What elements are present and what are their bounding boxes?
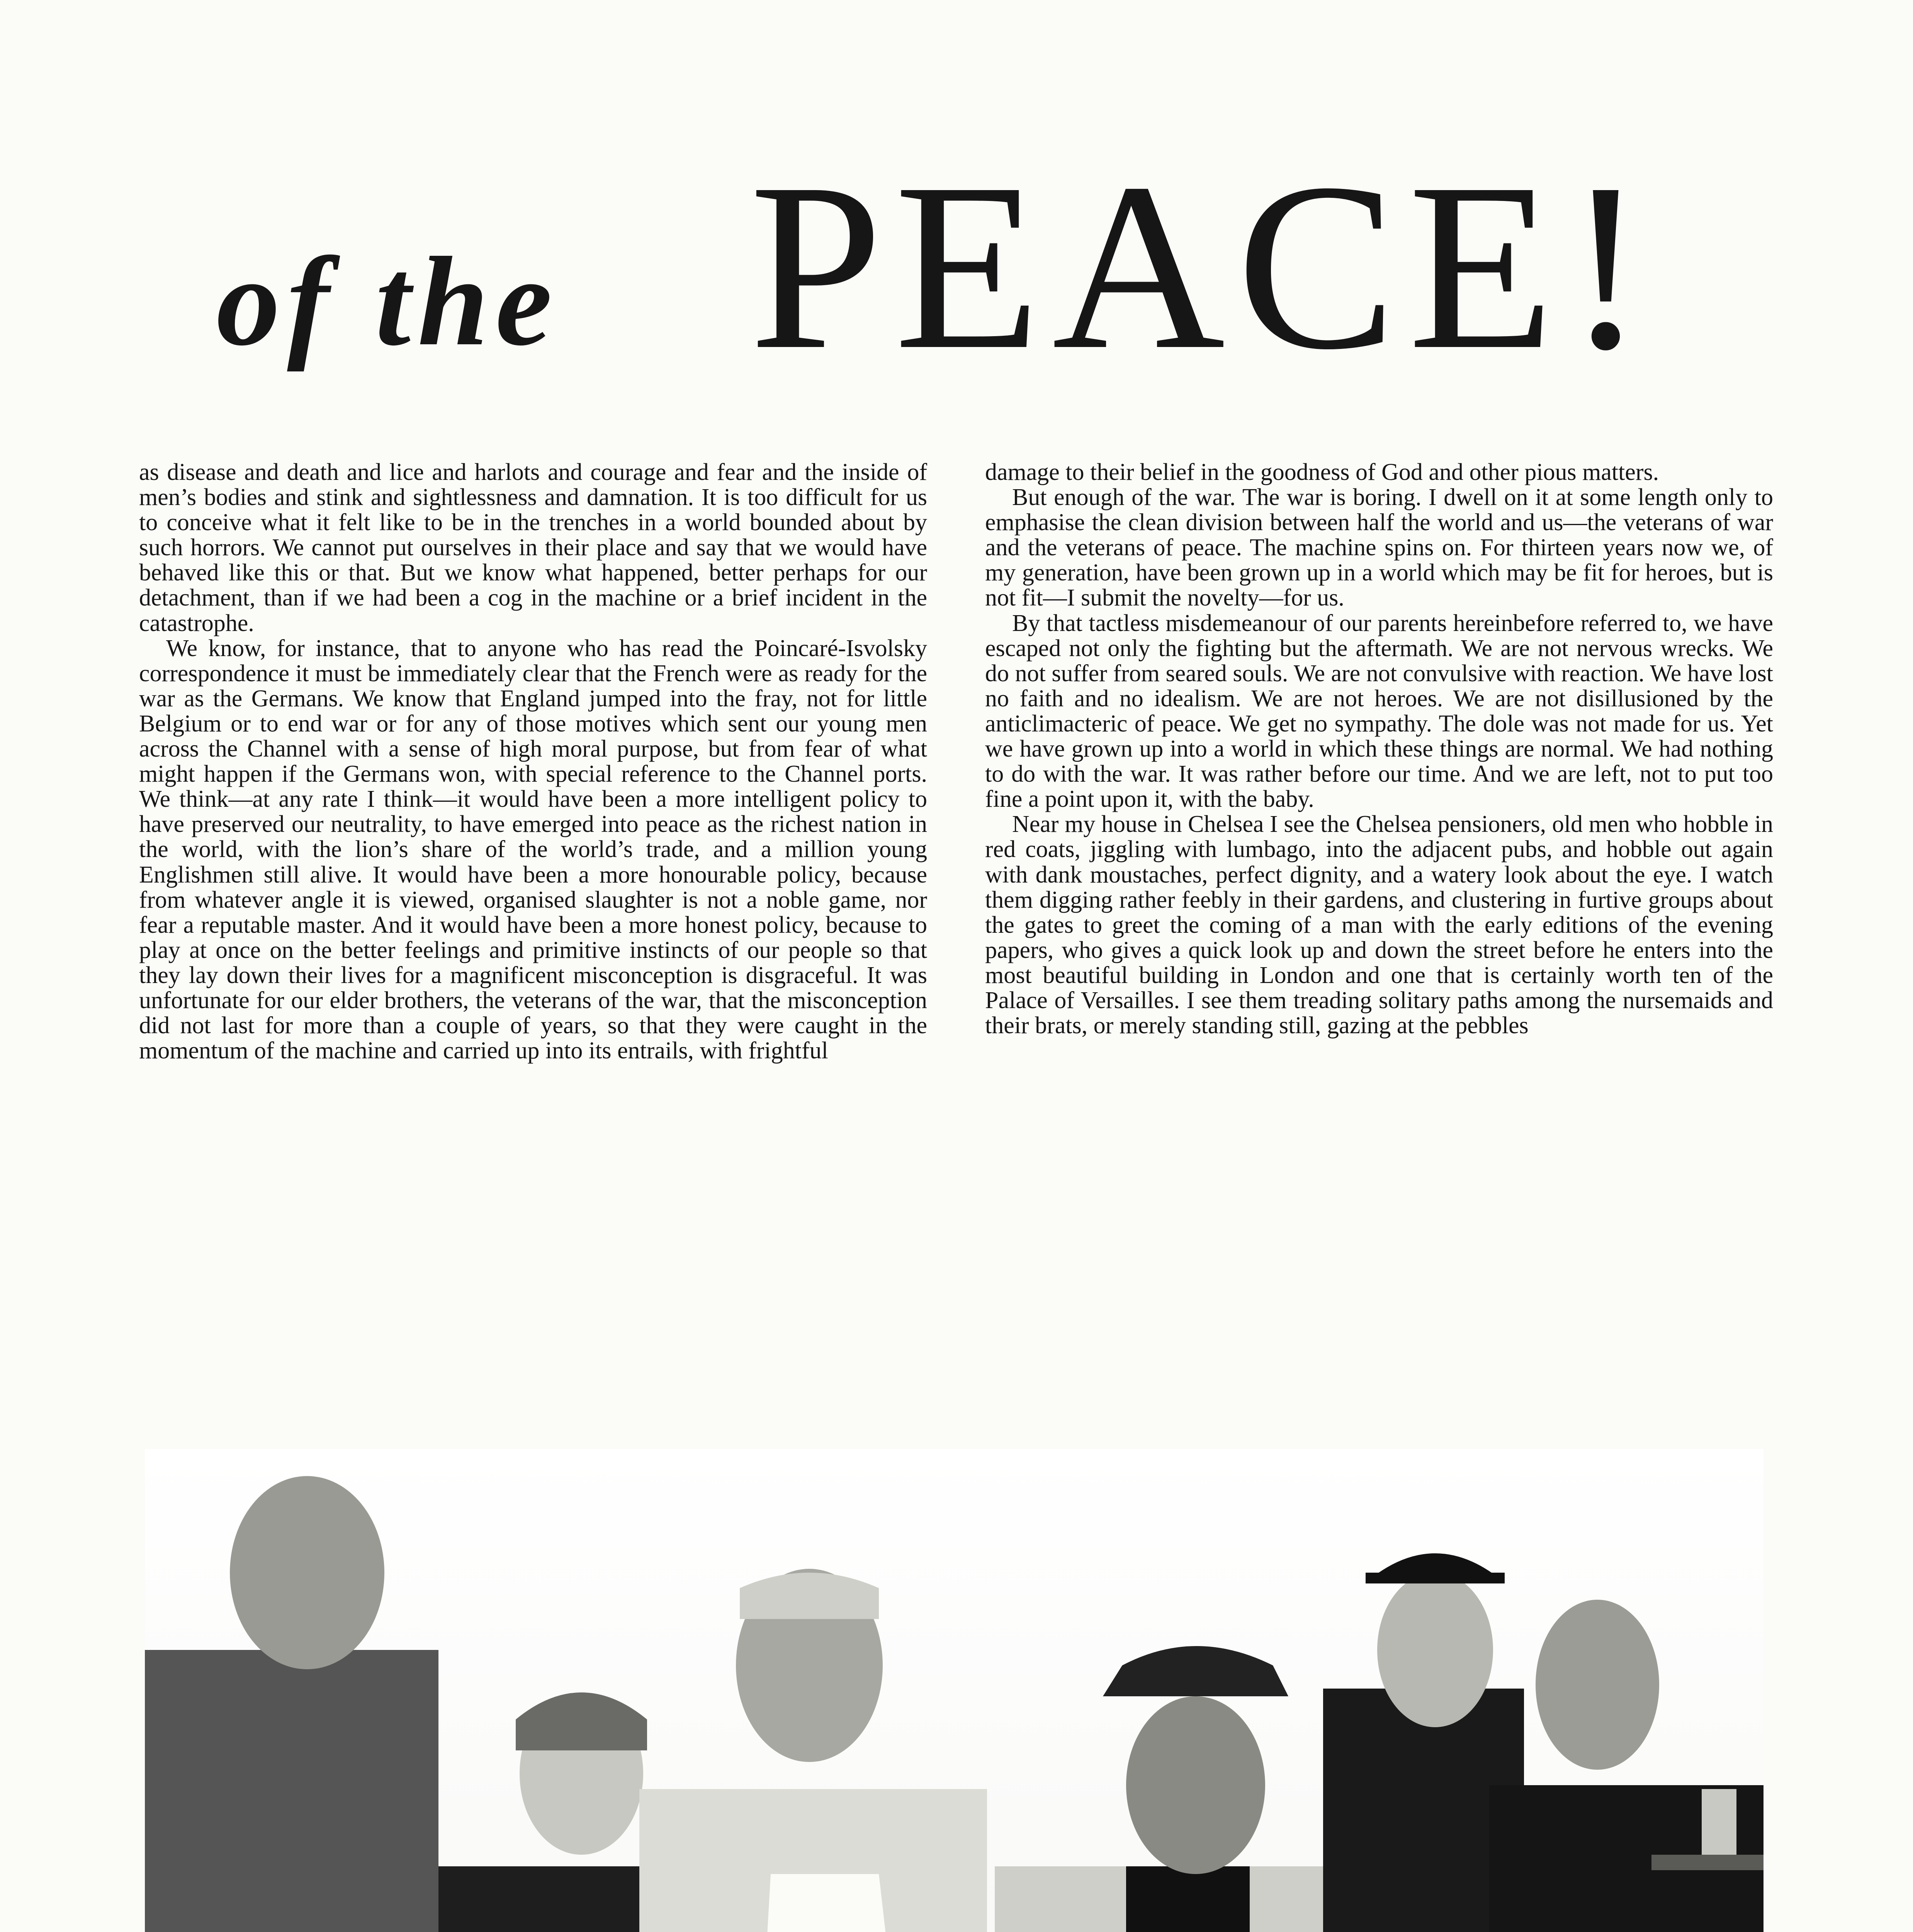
article-column-left [139,460,927,1441]
article-body [139,460,1773,1441]
illustration-workers-group [145,1449,1763,1932]
figure-waiter [1489,1600,1763,1932]
paragraph: But enough of the war. The war is boring. I dwell on it at some length only to emphasise the clean division between half the world and us—the veterans of war and the veterans of peace. The machine spins on. For thirteen years now we, of my generation, have been grown up in a world which may be fit for heroes, but is not fit—I submit the novelty—for us. [985,484,1773,611]
figure-sailor [145,1476,438,1932]
paragraph: Near my house in Chelsea I see the Chelsea pensioners, old men who hobble in red coats, jiggling with lumbago, into the adjacent pubs, and hobble out again with dank moustaches, perfect dignity, and a watery look about the eye. I watch them digging rather feebly in their gardens, and clustering in furtive groups about the gates to greet the coming of a man with the early editions of the evening papers, who gives a quick look up and down the street before he enters into the most beautiful building in London and one that is certainly worth ten of the Palace of Versailles. I see them treading solitary paths among the nursemaids and their brats, or merely standing still, gazing at the pebbles [985,811,1773,1039]
paragraph: By that tactless misdemeanour of our parents hereinbefore referred to, we have escaped not only the fighting but the aftermath. We are not nervous wrecks. We do not suffer from seared souls. We are not convulsive with reaction. We have lost no faith and no idealism. We are not heroes. We are not disillusioned by the anticlimacteric of peace. We get no sympathy. The dole was not made for us. Yet we have grown up into a world in which these things are normal. We had nothing to do with the war. It was rather before our time. And we are left, not to put too fine a point upon it, with the baby. [985,610,1773,813]
illustration-drawing [145,1449,1763,1932]
headline-prefix: of the [216,231,559,372]
paragraph: We know, for instance, that to anyone who has read the Poincaré-Isvolsky correspondence it must be immediately clear that the French were as ready for the war as the Germans. We know that England jumped into the fray, not for little Belgium or to end war or for any of those motives which sent our young men across the Channel with a sense of high moral purpose, but from fear of what might happen if the Germans won, with special reference to the Channel ports. We think—at any rate I think—it would have been a more intelligent policy to have preserved our neutrality, to have emerged into peace as the richest nation in the world, with the lion’s share of the world’s trade, and a million young Englishmen still alive. It would have been a more honourable policy, because from whatever angle it is viewed, organised slaughter is not a noble game, nor fear a reputable master. And it would have been a more honest policy, because to play at once on the better feelings and primitive instincts of our people so that they lay down their lives for a magnificent misconception is disgraceful. It was unfortunate for our elder brothers, the veterans of the war, that the misconception did not last for more than a couple of years, so that they were caught in the momentum of the machine and carried up into its entrails, with frightful [139,635,927,1064]
figure-white-coat [639,1569,987,1932]
paragraph: damage to their belief in the goodness of God and other pious matters. [985,460,1659,485]
article-column-right [985,460,1773,1441]
headline [216,116,1723,399]
headline-word: PEACE! [749,134,1657,399]
paragraph: as disease and death and lice and harlots and courage and fear and the inside of men’s bodies and stink and sightlessness and damnation. It is too difficult for us to conceive what it felt like to be in the trenches in a world bounded about by such horrors. We cannot put ourselves in their place and say that we would have behaved like this or that. But we know what happened, better perhaps for our detachment, than if we had been a cog in the machine or a brief incident in the catastrophe. [139,460,927,636]
